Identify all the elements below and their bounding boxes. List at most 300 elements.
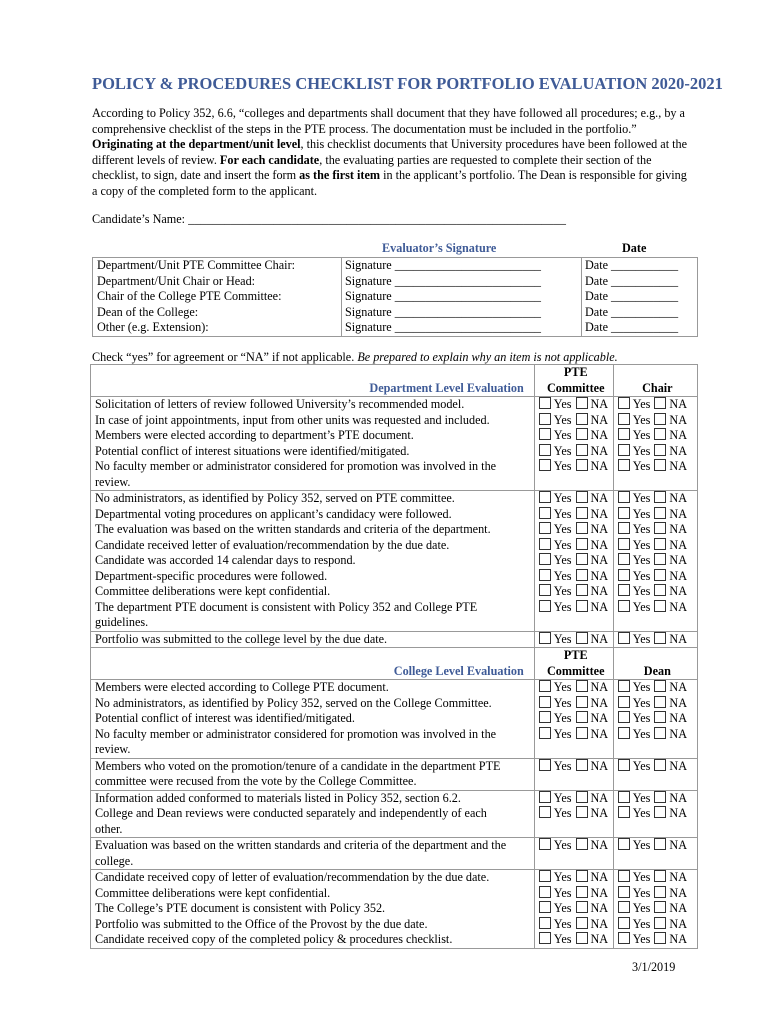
checklist-item-text: College and Dean reviews were conducted separately and independently of each [95, 806, 487, 820]
dept-reviewer-head-cell [613, 365, 697, 397]
na-checkbox[interactable] [654, 696, 666, 708]
yes-checkbox[interactable] [618, 397, 630, 409]
na-label: NA [590, 885, 609, 900]
na-label: NA [669, 568, 688, 583]
signature-column-header: Evaluator’s Signature [382, 241, 497, 255]
college-heading-cell [91, 648, 535, 680]
checklist-item-text: Members were elected according to department’s PTE document. [95, 428, 414, 442]
na-checkbox[interactable] [576, 507, 588, 519]
yes-na-choice [535, 569, 613, 585]
na-checkbox[interactable] [576, 696, 588, 708]
checklist-item-text: No faculty member or administrator considered for promotion was involved in the [95, 459, 497, 473]
yes-label: Yes [632, 443, 651, 458]
na-label: NA [590, 522, 609, 536]
yes-label: Yes [632, 838, 651, 852]
yes-checkbox[interactable] [618, 522, 630, 534]
yes-label: Yes [632, 932, 651, 946]
na-checkbox[interactable] [654, 870, 666, 882]
na-checkbox[interactable] [654, 584, 666, 596]
reviewer-responses-cell [613, 758, 697, 790]
yes-label: Yes [553, 412, 572, 427]
yes-checkbox[interactable] [539, 917, 551, 929]
checklist-items-cell [91, 397, 535, 491]
checklist-row-group [91, 790, 698, 838]
yes-checkbox[interactable] [539, 444, 551, 456]
yes-label: Yes [632, 758, 651, 773]
yes-label: Yes [553, 599, 572, 614]
yes-checkbox[interactable] [539, 680, 551, 692]
checklist-row-group [91, 838, 698, 870]
yes-na-choice [535, 584, 613, 600]
checklist-item-text: Department-specific procedures were followed. [95, 568, 328, 583]
na-checkbox[interactable] [654, 901, 666, 913]
committee-column-header-2: Committee [546, 663, 605, 678]
evaluator-signature-table [92, 241, 698, 337]
na-label: NA [669, 522, 688, 536]
yes-checkbox[interactable] [618, 600, 630, 612]
yes-na-choice [535, 553, 613, 569]
checklist-item-text: Evaluation was based on the written standards and criteria of the department and the [95, 838, 507, 852]
yes-label: Yes [553, 758, 572, 773]
na-checkbox[interactable] [576, 932, 588, 944]
yes-checkbox[interactable] [618, 413, 630, 425]
na-checkbox[interactable] [654, 413, 666, 425]
na-label: NA [590, 443, 609, 458]
na-label: NA [669, 695, 688, 710]
reviewer-column-header: Chair [642, 380, 673, 395]
yes-na-choice [535, 428, 613, 444]
yes-na-choice [535, 444, 613, 460]
yes-na-choice [614, 806, 697, 822]
checklist-item-text: The College’s PTE document is consistent with Policy 352. [95, 901, 386, 915]
na-checkbox[interactable] [654, 522, 666, 534]
na-checkbox[interactable] [576, 522, 588, 534]
na-checkbox[interactable] [576, 600, 588, 612]
checklist-item-text: review. [95, 742, 131, 756]
intro-bold-3: as the first item [299, 168, 381, 183]
yes-checkbox[interactable] [618, 444, 630, 456]
yes-checkbox[interactable] [539, 428, 551, 440]
yes-na-choice [535, 680, 613, 696]
yes-label: Yes [632, 806, 651, 820]
na-label: NA [669, 726, 688, 741]
yes-na-choice [614, 791, 697, 807]
yes-checkbox[interactable] [618, 491, 630, 503]
yes-label: Yes [632, 506, 651, 521]
na-label: NA [590, 806, 609, 820]
checklist-item-text: No faculty member or administrator considered for promotion was involved in the [95, 726, 497, 741]
college-header-row [91, 648, 698, 680]
na-checkbox[interactable] [576, 553, 588, 565]
yes-na-choice [614, 600, 697, 616]
yes-checkbox[interactable] [539, 696, 551, 708]
yes-label: Yes [553, 584, 572, 598]
checklist-item-text: Committee deliberations were kept confidential. [95, 584, 331, 598]
yes-na-choice [535, 711, 613, 727]
yes-checkbox[interactable] [539, 491, 551, 503]
checklist-items-cell [91, 680, 535, 759]
yes-checkbox[interactable] [539, 553, 551, 565]
checklist-item-text: Members were elected according to College PTE document. [95, 680, 389, 694]
na-checkbox[interactable] [654, 632, 666, 644]
blank-line [614, 742, 697, 758]
checklist-items-cell [91, 758, 535, 790]
yes-checkbox[interactable] [618, 759, 630, 771]
na-checkbox[interactable] [576, 886, 588, 898]
blank-line [535, 854, 613, 870]
na-checkbox[interactable] [576, 838, 588, 850]
yes-checkbox[interactable] [539, 886, 551, 898]
yes-na-choice [614, 584, 697, 600]
reviewer-responses-cell [613, 870, 697, 949]
intro-text-4: in the applicant’s portfolio. The Dean is responsible for giving a copy of the completed form to the applicant. [92, 168, 687, 198]
checklist-item-text: No administrators, as identified by Policy 352, served on PTE committee. [95, 491, 455, 505]
blank-line [614, 615, 697, 631]
yes-na-choice [614, 727, 697, 743]
yes-label: Yes [632, 680, 651, 694]
checklist-item-text: college. [95, 853, 134, 868]
na-checkbox[interactable] [654, 491, 666, 503]
reviewer-column-header: Dean [643, 663, 671, 678]
yes-checkbox[interactable] [618, 632, 630, 644]
yes-checkbox[interactable] [618, 696, 630, 708]
na-checkbox[interactable] [654, 711, 666, 723]
yes-checkbox[interactable] [618, 584, 630, 596]
yes-checkbox[interactable] [539, 413, 551, 425]
na-checkbox[interactable] [654, 459, 666, 471]
na-checkbox[interactable] [576, 569, 588, 581]
yes-na-choice [614, 538, 697, 554]
na-checkbox[interactable] [576, 901, 588, 913]
na-label: NA [590, 397, 609, 411]
yes-na-choice [614, 932, 697, 948]
yes-na-choice [614, 459, 697, 475]
yes-label: Yes [553, 885, 572, 900]
na-label: NA [669, 397, 688, 411]
na-label: NA [669, 680, 688, 694]
checklist-row-group [91, 870, 698, 949]
na-label: NA [590, 790, 609, 805]
committee-column-header-2: Committee [546, 380, 605, 395]
na-label: NA [669, 806, 688, 820]
na-label: NA [590, 584, 609, 598]
reviewer-responses-cell [613, 397, 697, 491]
committee-column-header-1: PTE [563, 365, 588, 379]
checklist-item-text: Potential conflict of interest was identified/mitigated. [95, 711, 355, 725]
na-checkbox[interactable] [576, 584, 588, 596]
date-field[interactable]: Date ___________ [585, 258, 679, 272]
na-label: NA [669, 412, 688, 427]
checklist-row-group [91, 397, 698, 491]
evaluator-row [93, 305, 697, 321]
na-label: NA [669, 901, 688, 915]
checklist-row-group [91, 680, 698, 759]
yes-label: Yes [632, 599, 651, 614]
checklist-row-group [91, 491, 698, 632]
yes-checkbox[interactable] [539, 791, 551, 803]
na-label: NA [590, 412, 609, 427]
yes-label: Yes [632, 491, 651, 505]
yes-checkbox[interactable] [618, 680, 630, 692]
yes-label: Yes [632, 695, 651, 710]
yes-checkbox[interactable] [539, 727, 551, 739]
na-checkbox[interactable] [576, 759, 588, 771]
na-label: NA [590, 870, 609, 884]
na-checkbox[interactable] [654, 600, 666, 612]
yes-checkbox[interactable] [539, 759, 551, 771]
yes-checkbox[interactable] [618, 838, 630, 850]
checklist-row-group [91, 631, 698, 648]
na-checkbox[interactable] [654, 806, 666, 818]
checklist-items-cell [91, 838, 535, 870]
checklist-row-group [91, 758, 698, 790]
evaluator-role-label: Dean of the College: [97, 304, 199, 319]
checklist-item-text: committee were recused from the vote by the College Committee. [95, 774, 417, 788]
na-checkbox[interactable] [654, 727, 666, 739]
date-column-header: Date [622, 241, 647, 255]
reviewer-responses-cell [613, 491, 697, 632]
na-checkbox[interactable] [576, 870, 588, 882]
reviewer-responses-cell [613, 838, 697, 870]
spacer [91, 648, 534, 664]
yes-na-choice [535, 870, 613, 886]
yes-checkbox[interactable] [618, 901, 630, 913]
na-checkbox[interactable] [654, 397, 666, 409]
checklist-item-text: other. [95, 821, 123, 836]
na-label: NA [590, 491, 609, 505]
yes-checkbox[interactable] [539, 584, 551, 596]
yes-na-choice [535, 397, 613, 413]
yes-label: Yes [632, 631, 651, 646]
signature-field[interactable]: Signature ________________________ [345, 304, 542, 319]
yes-checkbox[interactable] [618, 791, 630, 803]
check-note-text: Check “yes” for agreement or “NA” if not applicable. [92, 350, 358, 364]
yes-na-choice [535, 538, 613, 554]
blank-line [535, 742, 613, 758]
checklist-item-text: No administrators, as identified by Policy 352, served on the College Committee. [95, 695, 492, 710]
yes-na-choice [535, 901, 613, 917]
yes-checkbox[interactable] [618, 553, 630, 565]
reviewer-responses-cell [613, 631, 697, 648]
na-label: NA [669, 459, 688, 473]
checklist-item-text: Solicitation of letters of review followed University’s recommended model. [95, 397, 465, 411]
evaluator-row [93, 289, 697, 305]
yes-checkbox[interactable] [539, 901, 551, 913]
yes-checkbox[interactable] [539, 806, 551, 818]
date-field[interactable]: Date ___________ [585, 320, 679, 335]
yes-checkbox[interactable] [618, 538, 630, 550]
na-label: NA [669, 932, 688, 946]
yes-label: Yes [632, 790, 651, 805]
na-checkbox[interactable] [654, 838, 666, 850]
committee-column-header-1: PTE [563, 648, 588, 662]
na-label: NA [590, 537, 609, 552]
na-checkbox[interactable] [576, 806, 588, 818]
yes-checkbox[interactable] [618, 459, 630, 471]
yes-label: Yes [632, 870, 651, 884]
na-label: NA [590, 695, 609, 710]
na-checkbox[interactable] [654, 428, 666, 440]
signature-field[interactable]: Signature ________________________ [345, 273, 542, 288]
yes-na-choice [535, 886, 613, 902]
yes-label: Yes [632, 397, 651, 411]
date-field[interactable]: Date ___________ [585, 273, 679, 288]
na-checkbox[interactable] [576, 413, 588, 425]
checklist-item-text: Departmental voting procedures on applicant’s candidacy were followed. [95, 506, 452, 521]
na-checkbox[interactable] [576, 680, 588, 692]
intro-text-1: According to Policy 352, 6.6, “colleges and departments shall document that they have followed all procedures; e.g., by a comprehensive checklist of the steps in the PTE process. The documentation must be included in the portfolio.” [92, 106, 685, 136]
yes-checkbox[interactable] [618, 917, 630, 929]
na-checkbox[interactable] [654, 759, 666, 771]
yes-checkbox[interactable] [539, 569, 551, 581]
yes-label: Yes [553, 870, 572, 884]
checklist-item-text: In case of joint appointments, input from other units was requested and included. [95, 412, 490, 427]
dept-committee-head-cell [534, 365, 613, 397]
blank-line [614, 475, 697, 491]
na-label: NA [590, 631, 609, 646]
yes-na-choice [535, 507, 613, 523]
yes-na-choice [614, 886, 697, 902]
yes-na-choice [535, 806, 613, 822]
checklist-item-text: Potential conflict of interest situations were identified/mitigated. [95, 443, 410, 458]
yes-label: Yes [553, 901, 572, 915]
blank-line [535, 475, 613, 491]
candidate-name-field[interactable]: Candidate’s Name: ______________________________________________________________ [92, 212, 566, 226]
yes-label: Yes [632, 885, 651, 900]
checklist-item-text: The evaluation was based on the written standards and criteria of the department. [95, 522, 491, 536]
yes-na-choice [614, 444, 697, 460]
signature-field[interactable]: Signature ________________________ [345, 289, 542, 304]
checklist-item-text: Members who voted on the promotion/tenure of a candidate in the department PTE [95, 758, 501, 773]
yes-checkbox[interactable] [539, 870, 551, 882]
spacer [614, 365, 697, 381]
yes-checkbox[interactable] [618, 886, 630, 898]
na-label: NA [669, 916, 688, 931]
na-label: NA [590, 711, 609, 725]
na-checkbox[interactable] [654, 932, 666, 944]
date-field[interactable]: Date ___________ [585, 289, 679, 304]
na-checkbox[interactable] [576, 791, 588, 803]
na-label: NA [669, 584, 688, 598]
na-label: NA [590, 506, 609, 521]
na-checkbox[interactable] [654, 569, 666, 581]
yes-label: Yes [553, 459, 572, 473]
na-checkbox[interactable] [654, 538, 666, 550]
yes-na-choice [535, 491, 613, 507]
na-checkbox[interactable] [654, 886, 666, 898]
blank-line [614, 854, 697, 870]
yes-label: Yes [632, 584, 651, 598]
yes-checkbox[interactable] [539, 507, 551, 519]
na-checkbox[interactable] [654, 444, 666, 456]
na-label: NA [669, 838, 688, 852]
yes-label: Yes [632, 522, 651, 536]
checklist-item-text: Portfolio was submitted to the Office of the Provost by the due date. [95, 916, 428, 931]
na-checkbox[interactable] [576, 444, 588, 456]
check-note-italic: Be prepared to explain why an item is not applicable. [357, 350, 618, 364]
yes-na-choice [535, 838, 613, 854]
dept-section-heading: Department Level Evaluation [369, 380, 524, 395]
yes-checkbox[interactable] [539, 932, 551, 944]
yes-label: Yes [553, 932, 572, 946]
checklist-item-text: guidelines. [95, 615, 149, 629]
na-checkbox[interactable] [654, 917, 666, 929]
yes-checkbox[interactable] [618, 870, 630, 882]
yes-label: Yes [632, 459, 651, 473]
yes-checkbox[interactable] [618, 727, 630, 739]
yes-na-choice [535, 459, 613, 475]
yes-na-choice [614, 522, 697, 538]
yes-na-choice [614, 917, 697, 933]
na-checkbox[interactable] [576, 491, 588, 503]
yes-checkbox[interactable] [539, 600, 551, 612]
yes-label: Yes [553, 631, 572, 646]
yes-checkbox[interactable] [618, 806, 630, 818]
na-checkbox[interactable] [654, 791, 666, 803]
na-checkbox[interactable] [576, 711, 588, 723]
na-checkbox[interactable] [576, 428, 588, 440]
yes-checkbox[interactable] [539, 397, 551, 409]
yes-checkbox[interactable] [539, 838, 551, 850]
yes-label: Yes [632, 916, 651, 931]
na-checkbox[interactable] [654, 680, 666, 692]
na-label: NA [669, 537, 688, 552]
yes-checkbox[interactable] [618, 569, 630, 581]
yes-checkbox[interactable] [539, 459, 551, 471]
na-label: NA [590, 916, 609, 931]
yes-checkbox[interactable] [618, 711, 630, 723]
yes-na-choice [614, 759, 697, 775]
na-checkbox[interactable] [654, 553, 666, 565]
na-checkbox[interactable] [576, 917, 588, 929]
yes-label: Yes [553, 428, 572, 442]
yes-label: Yes [553, 711, 572, 725]
yes-na-choice [535, 727, 613, 743]
na-checkbox[interactable] [576, 538, 588, 550]
na-checkbox[interactable] [576, 397, 588, 409]
intro-paragraph [92, 106, 692, 200]
yes-label: Yes [632, 711, 651, 725]
yes-checkbox[interactable] [618, 507, 630, 519]
na-checkbox[interactable] [576, 632, 588, 644]
committee-responses-cell [534, 790, 613, 838]
yes-na-choice [535, 632, 613, 648]
checklist-item-text: Candidate received copy of the completed policy & procedures checklist. [95, 932, 453, 946]
na-checkbox[interactable] [576, 727, 588, 739]
yes-na-choice [535, 522, 613, 538]
yes-checkbox[interactable] [539, 522, 551, 534]
college-reviewer-head-cell [613, 648, 697, 680]
yes-label: Yes [553, 838, 572, 852]
yes-label: Yes [553, 537, 572, 552]
na-checkbox[interactable] [654, 507, 666, 519]
yes-na-choice [614, 901, 697, 917]
yes-label: Yes [553, 790, 572, 805]
yes-checkbox[interactable] [618, 932, 630, 944]
yes-checkbox[interactable] [539, 632, 551, 644]
yes-label: Yes [553, 695, 572, 710]
na-label: NA [590, 553, 609, 567]
committee-responses-cell [534, 397, 613, 491]
yes-checkbox[interactable] [539, 538, 551, 550]
na-label: NA [590, 758, 609, 773]
na-checkbox[interactable] [576, 459, 588, 471]
signature-field[interactable]: Signature ________________________ [345, 320, 542, 335]
signature-field[interactable]: Signature ________________________ [345, 258, 542, 272]
yes-checkbox[interactable] [539, 711, 551, 723]
yes-checkbox[interactable] [618, 428, 630, 440]
date-field[interactable]: Date ___________ [585, 304, 679, 319]
